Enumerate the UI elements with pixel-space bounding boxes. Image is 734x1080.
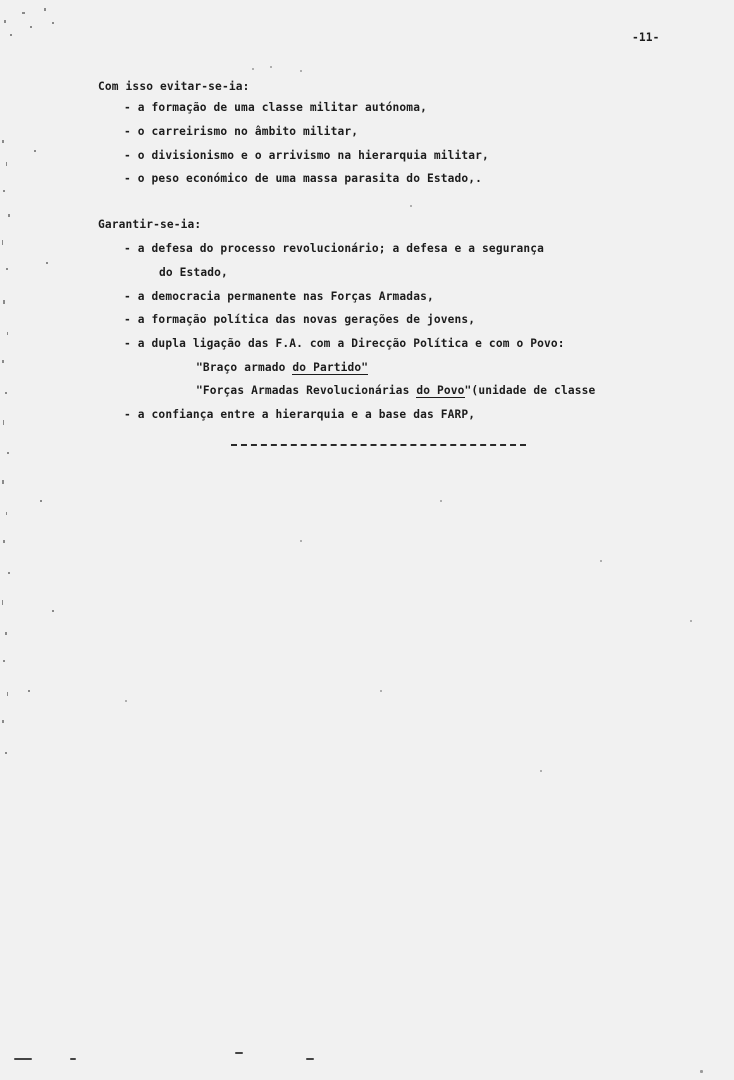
list-item: - a democracia permanente nas Forças Armadas, — [124, 290, 434, 303]
section-heading: Com isso evitar-se-ia: — [98, 80, 250, 93]
scan-mark — [306, 1058, 314, 1060]
quote-text: "Braço armado — [196, 361, 293, 374]
list-item: - o carreirismo no âmbito militar, — [124, 125, 359, 138]
quote-line — [196, 384, 595, 397]
list-item-continuation: do Estado, — [159, 266, 228, 279]
quote-text: "(unidade de classe — [464, 384, 596, 397]
speck — [410, 205, 412, 207]
speck — [125, 700, 127, 702]
page-number: -11- — [632, 31, 660, 44]
list-item: - a formação política das novas gerações de jovens, — [124, 313, 476, 326]
list-item: - a confiança entre a hierarquia e a base das FARP, — [124, 408, 476, 421]
speck — [600, 560, 602, 562]
scan-noise-left — [0, 0, 68, 800]
speck — [252, 68, 254, 70]
list-item: - a formação de uma classe militar autónoma, — [124, 101, 427, 114]
section-heading: Garantir-se-ia: — [98, 218, 202, 231]
quote-underlined: do Povo — [416, 384, 465, 397]
quote-text: "Forças Armadas Revolucionárias — [196, 384, 417, 397]
list-item: - a dupla ligação das F.A. com a Direcção Política e com o Povo: — [124, 337, 565, 350]
scan-mark — [235, 1052, 243, 1054]
speck — [700, 1070, 703, 1073]
speck — [270, 66, 272, 68]
quote-line — [196, 361, 368, 374]
speck — [690, 620, 692, 622]
speck — [300, 540, 302, 542]
speck — [300, 70, 302, 72]
quote-underlined: do Partido" — [292, 361, 369, 374]
scan-mark — [70, 1058, 76, 1060]
list-item: - o divisionismo e o arrivismo na hierarquia militar, — [124, 149, 489, 162]
dashed-separator — [231, 444, 526, 446]
scan-mark — [14, 1058, 32, 1060]
list-item: - o peso económico de uma massa parasita do Estado,. — [124, 172, 483, 185]
list-item: - a defesa do processo revolucionário; a defesa e a segurança — [124, 242, 545, 255]
speck — [380, 690, 382, 692]
speck — [440, 500, 442, 502]
speck — [540, 770, 542, 772]
